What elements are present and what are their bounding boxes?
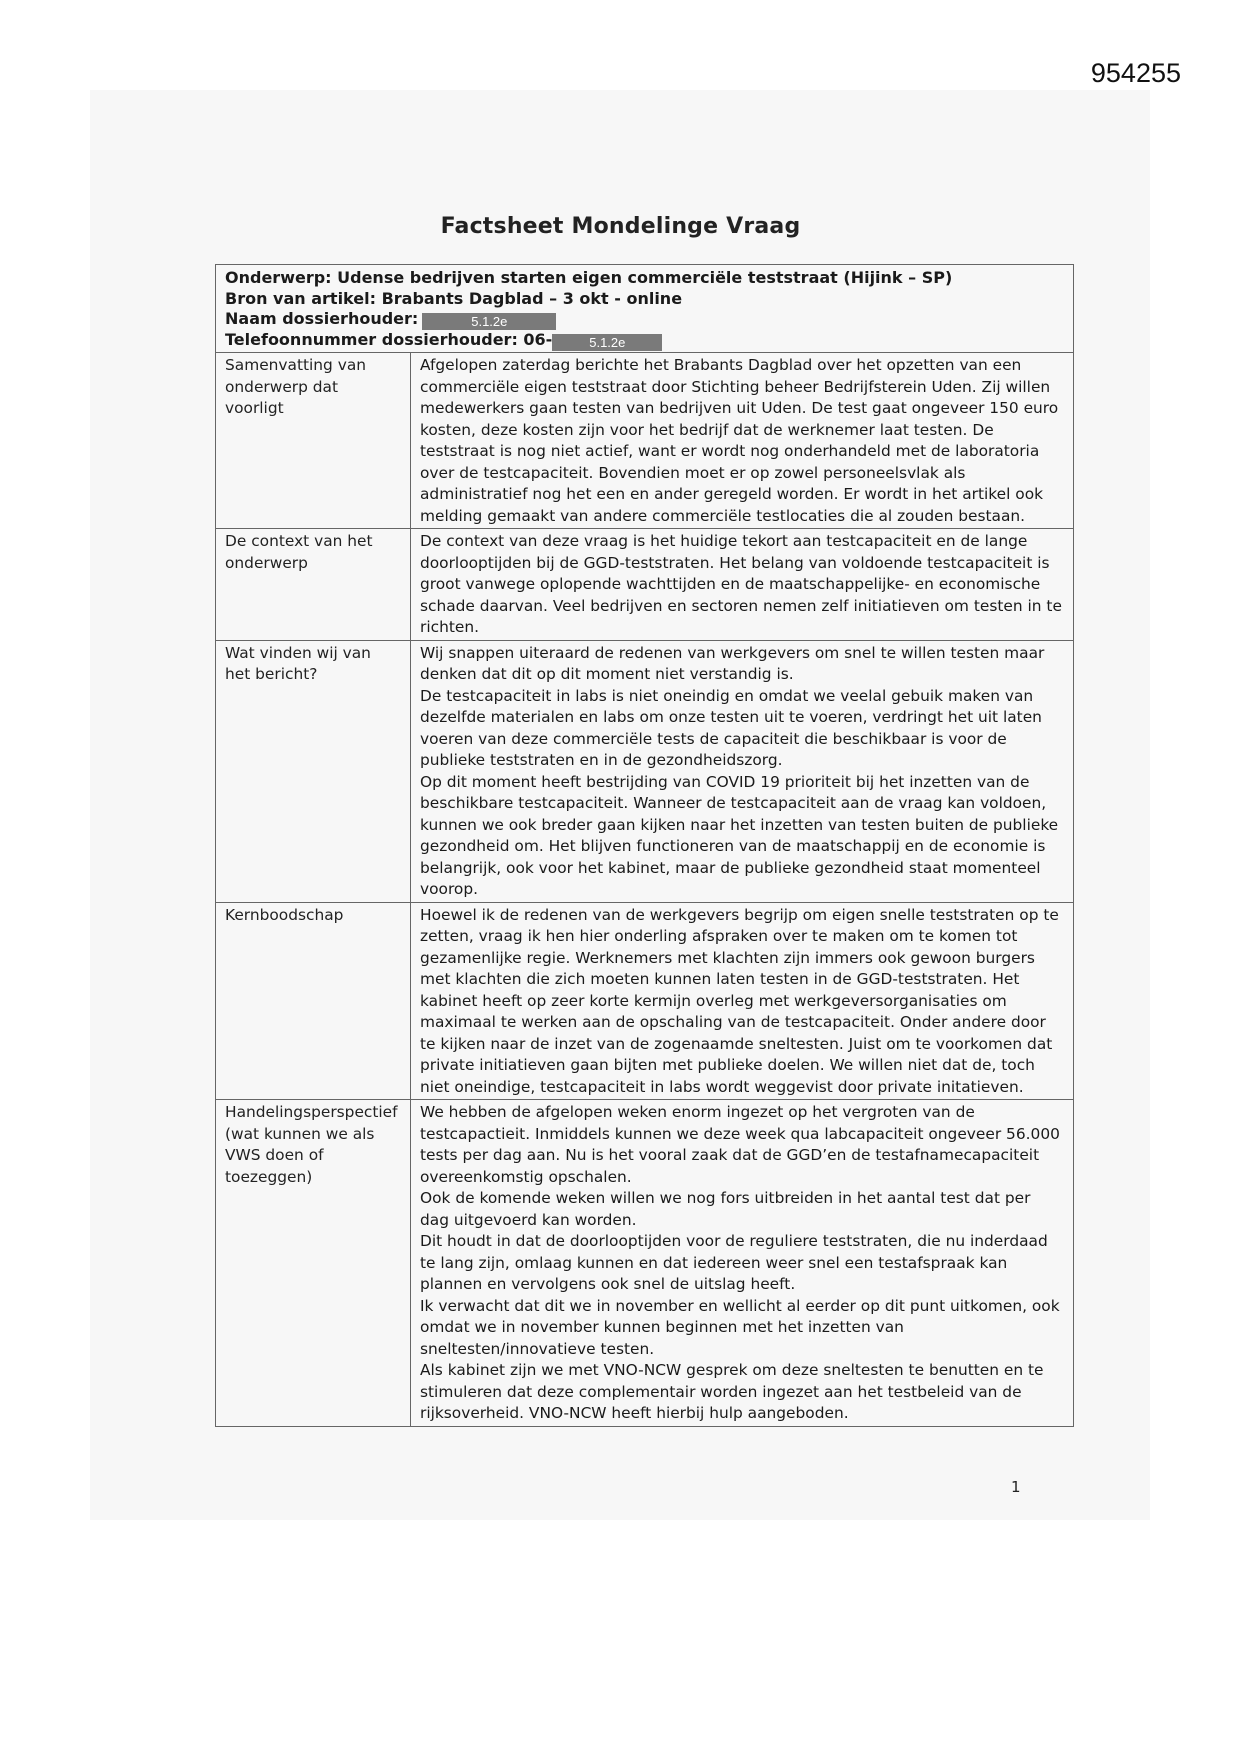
table-row xyxy=(216,1100,1074,1427)
row-body xyxy=(411,902,1074,1100)
owner-label: Naam dossierhouder: xyxy=(225,309,419,328)
page-number: 1 xyxy=(1011,1478,1021,1496)
row-paragraph: Afgelopen zaterdag berichte het Brabants Dagblad over het opzetten van een commerciële eigen teststraat door Stichting beheer Bedrijfsterein Uden. Zij willen medewerkers gaan testen van bedrijven uit Uden. De test gaat ongeveer 150 euro kosten, deze kosten zijn voor het bedrijf dat de werknemer laat testen. De teststraat is nog niet actief, want er wordt nog onderhandeld met de laboratoria over de testcapaciteit. Bovendien moet er op zowel personeelsvlak als administratief nog het een en ander geregeld worden. Er wordt in het artikel ook melding gemaakt van andere commerciële testlocaties die al zouden bestaan. xyxy=(420,356,1059,525)
owner-redaction: 5.1.2e xyxy=(422,313,556,330)
row-paragraph: De testcapaciteit in labs is niet oneindig en omdat we veelal gebuik maken van dezelfde materialen en labs om onze testen uit te voeren, verdringt het uit laten voeren van deze commerciële tests de capaciteit die beschikbaar is voor de publieke teststraten en in de gezondheidszorg. xyxy=(420,686,1042,769)
row-paragraph: Op dit moment heeft bestrijding van COVID 19 prioriteit bij het inzetten van de beschikbare testcapaciteit. Wanneer de testcapaciteit aan de vraag kan voldoen, kunnen we ook breder gaan kijken naar het inzetten van testen buiten de publieke gezondheid om. Het blijven functioneren van de maatschappij en de economie is belangrijk, ook voor het kabinet, maar de publieke gezondheid staat momenteel voorop. xyxy=(420,772,1059,898)
page-title: Factsheet Mondelinge Vraag xyxy=(440,214,801,239)
phone-label: Telefoonnummer dossierhouder: 06- xyxy=(225,330,553,349)
row-label: Kernboodschap xyxy=(216,902,411,1100)
source-line: Bron van artikel: Brabants Dagblad – 3 okt - online xyxy=(225,288,683,308)
row-paragraph: Dit houdt in dat de doorlooptijden voor de reguliere teststraten, die nu inderdaad te lang zijn, omlaag kunnen en dat iedereen weer snel een testafspraak kan plannen en vervolgens ook snel de uitslag heeft. xyxy=(420,1232,1048,1293)
row-body xyxy=(411,1100,1074,1427)
document-id: 954255 xyxy=(1090,58,1181,88)
phone-line xyxy=(225,330,1064,351)
header-row xyxy=(216,265,1074,353)
row-paragraph: Wij snappen uiteraard de redenen van werkgevers om snel te willen testen maar denken dat dit op dit moment niet verstandig is. xyxy=(420,643,1045,683)
row-body xyxy=(411,353,1074,529)
row-body xyxy=(411,529,1074,641)
row-paragraph: Ook de komende weken willen we nog fors uitbreiden in het aantal test dat per dag uitgevoerd kan worden. xyxy=(420,1189,1031,1229)
row-label: De context van het onderwerp xyxy=(216,529,411,641)
phone-redaction: 5.1.2e xyxy=(552,334,662,351)
factsheet-table xyxy=(215,264,1074,1427)
header-cell xyxy=(216,265,1074,353)
row-paragraph: We hebben de afgelopen weken enorm ingezet op het vergroten van de testcapactieit. Inmiddels kunnen we deze week qua labcapaciteit ongeveer 56.000 tests per dag aan. Nu is het vooral zaak dat de GGD’en de testafnamecapaciteit overeenkomstig opschalen. xyxy=(420,1103,1060,1186)
row-label: Handelingsperspectief (wat kunnen we als VWS doen of toezeggen) xyxy=(216,1100,411,1427)
row-label: Wat vinden wij van het bericht? xyxy=(216,640,411,902)
subject-line: Onderwerp: Udense bedrijven starten eigen commerciële teststraat (Hijink – SP) xyxy=(225,268,953,287)
owner-line xyxy=(225,309,1064,330)
row-body xyxy=(411,640,1074,902)
row-paragraph: Als kabinet zijn we met VNO-NCW gesprek om deze sneltesten te benutten en te stimuleren dat deze complementair worden ingezet aan het testbeleid van de rijksoverheid. VNO-NCW heeft hierbij hulp aangeboden. xyxy=(420,1361,1044,1422)
table-row xyxy=(216,529,1074,641)
table-row xyxy=(216,640,1074,902)
content-rows xyxy=(216,353,1074,1427)
row-paragraph: Hoewel ik de redenen van de werkgevers begrijp om eigen snelle teststraten op te zetten, vraag ik hen hier onderling afspraken over te maken om te komen tot gezamenlijke regie. Werknemers met klachten zijn immers ook gewoon burgers met klachten die zich moeten kunnen laten testen in de GGD-teststraten. Het kabinet heeft op zeer korte kermijn overleg met werkgeversorganisaties om maximaal te werken aan de opschaling van de testcapaciteit. Onder andere door te kijken naar de inzet van de zogenaamde sneltesten. Juist om te voorkomen dat private initiatieven gaan bijten met publieke doelen. We willen niet dat de, toch niet oneindige, testcapaciteit in labs wordt weggevist door private initatieven. xyxy=(420,905,1059,1096)
row-label: Samenvatting van onderwerp dat voorligt xyxy=(216,353,411,529)
row-paragraph: De context van deze vraag is het huidige tekort aan testcapaciteit en de lange doorlooptijden bij de GGD-teststraten. Het belang van voldoende testcapaciteit is groot vanwege oplopende wachttijden en de maatschappelijke- en economische schade daarvan. Veel bedrijven en sectoren nemen zelf initiatieven om testen in te richten. xyxy=(420,532,1062,636)
row-paragraph: Ik verwacht dat dit we in november en wellicht al eerder op dit punt uitkomen, ook omdat we in november kunnen beginnen met het inzetten van sneltesten/innovatieve testen. xyxy=(420,1296,1060,1358)
table-row xyxy=(216,353,1074,529)
table-row xyxy=(216,902,1074,1100)
